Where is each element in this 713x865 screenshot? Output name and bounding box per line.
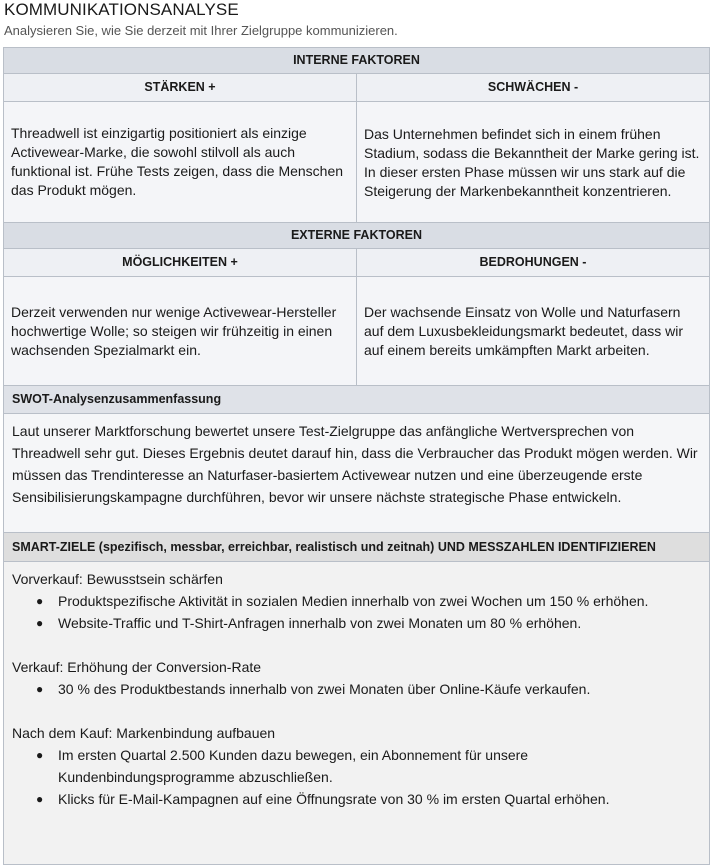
page-title: KOMMUNIKATIONSANALYSE <box>4 0 239 19</box>
goal-title: Vorverkauf: Bewusstsein schärfen <box>12 571 223 587</box>
weaknesses-heading: SCHWÄCHEN - <box>357 74 710 102</box>
goal-title: Verkauf: Erhöhung der Conversion-Rate <box>12 659 262 675</box>
strengths-text[interactable]: Threadwell ist einzigartig positioniert als einzige Activewear-Marke, die sowohl stilvoll als auch funktional ist. Frühe Tests zeigen, dass die Menschen das Produkt mögen. <box>4 102 357 223</box>
internal-factors-heading: INTERNE FAKTOREN <box>4 48 710 74</box>
goal-list <box>12 590 701 634</box>
smart-goals-body[interactable] <box>4 562 710 865</box>
goal-block <box>12 722 701 810</box>
smart-goals-heading: SMART-ZIELE (spezifisch, messbar, erreichbar, realistisch und zeitnah) UND MESSZAHLEN IDENTIFIZIEREN <box>4 533 710 562</box>
threats-text[interactable]: Der wachsende Einsatz von Wolle und Naturfasern auf dem Luxusbekleidungsmarkt bedeutet, dass wir auf einem bereits umkämpften Markt arbeiten. <box>357 277 710 386</box>
spacer <box>12 634 701 656</box>
swot-summary-text[interactable]: Laut unserer Marktforschung bewertet unsere Test-Zielgruppe das anfängliche Wertversprechen von Threadwell sehr gut. Dieses Ergebnis deutet darauf hin, dass die Verbraucher das Produkt mögen werden. Wir müssen das Trendinteresse an Naturfaser-basiertem Activewear nutzen und eine überzeugende erste Sensibilisierungskampagne durchführen, bevor wir unsere nächste strategische Phase entwickeln. <box>4 414 710 533</box>
swot-table <box>3 47 710 865</box>
threats-heading: BEDROHUNGEN - <box>357 249 710 277</box>
goal-item: ● Im ersten Quartal 2.500 Kunden dazu bewegen, ein Abonnement für unsere Kundenbindungsprogramme abzuschließen. <box>36 744 701 788</box>
opportunities-text[interactable]: Derzeit verwenden nur wenige Activewear-Hersteller hochwertige Wolle; so steigen wir frühzeitig in einen wachsenden Spezialmarkt ein. <box>4 277 357 386</box>
spacer <box>12 700 701 722</box>
goal-item: ● Website-Traffic und T-Shirt-Anfragen innerhalb von zwei Monaten um 80 % erhöhen. <box>36 612 701 634</box>
goal-list <box>12 678 701 700</box>
goal-item: ● Produktspezifische Aktivität in sozialen Medien innerhalb von zwei Wochen um 150 % erhöhen. <box>36 590 701 612</box>
goal-block <box>12 656 701 700</box>
goal-list <box>12 744 701 810</box>
swot-summary-heading: SWOT-Analysenzusammenfassung <box>4 386 710 414</box>
weaknesses-text[interactable]: Das Unternehmen befindet sich in einem frühen Stadium, sodass die Bekanntheit der Marke gering ist. In dieser ersten Phase müssen wir uns stark auf die Steigerung der Markenbekanntheit konzentrieren. <box>357 102 710 223</box>
strengths-heading: STÄRKEN + <box>4 74 357 102</box>
opportunities-heading: MÖGLICHKEITEN + <box>4 249 357 277</box>
goal-item: ● 30 % des Produktbestands innerhalb von zwei Monaten über Online-Käufe verkaufen. <box>36 678 701 700</box>
goal-block <box>12 568 701 634</box>
page-subtitle: Analysieren Sie, wie Sie derzeit mit Ihrer Zielgruppe kommunizieren. <box>4 23 398 38</box>
goal-title: Nach dem Kauf: Markenbindung aufbauen <box>12 725 276 741</box>
goal-item: ● Klicks für E-Mail-Kampagnen auf eine Öffnungsrate von 30 % im ersten Quartal erhöhen. <box>36 788 701 810</box>
external-factors-heading: EXTERNE FAKTOREN <box>4 223 710 249</box>
